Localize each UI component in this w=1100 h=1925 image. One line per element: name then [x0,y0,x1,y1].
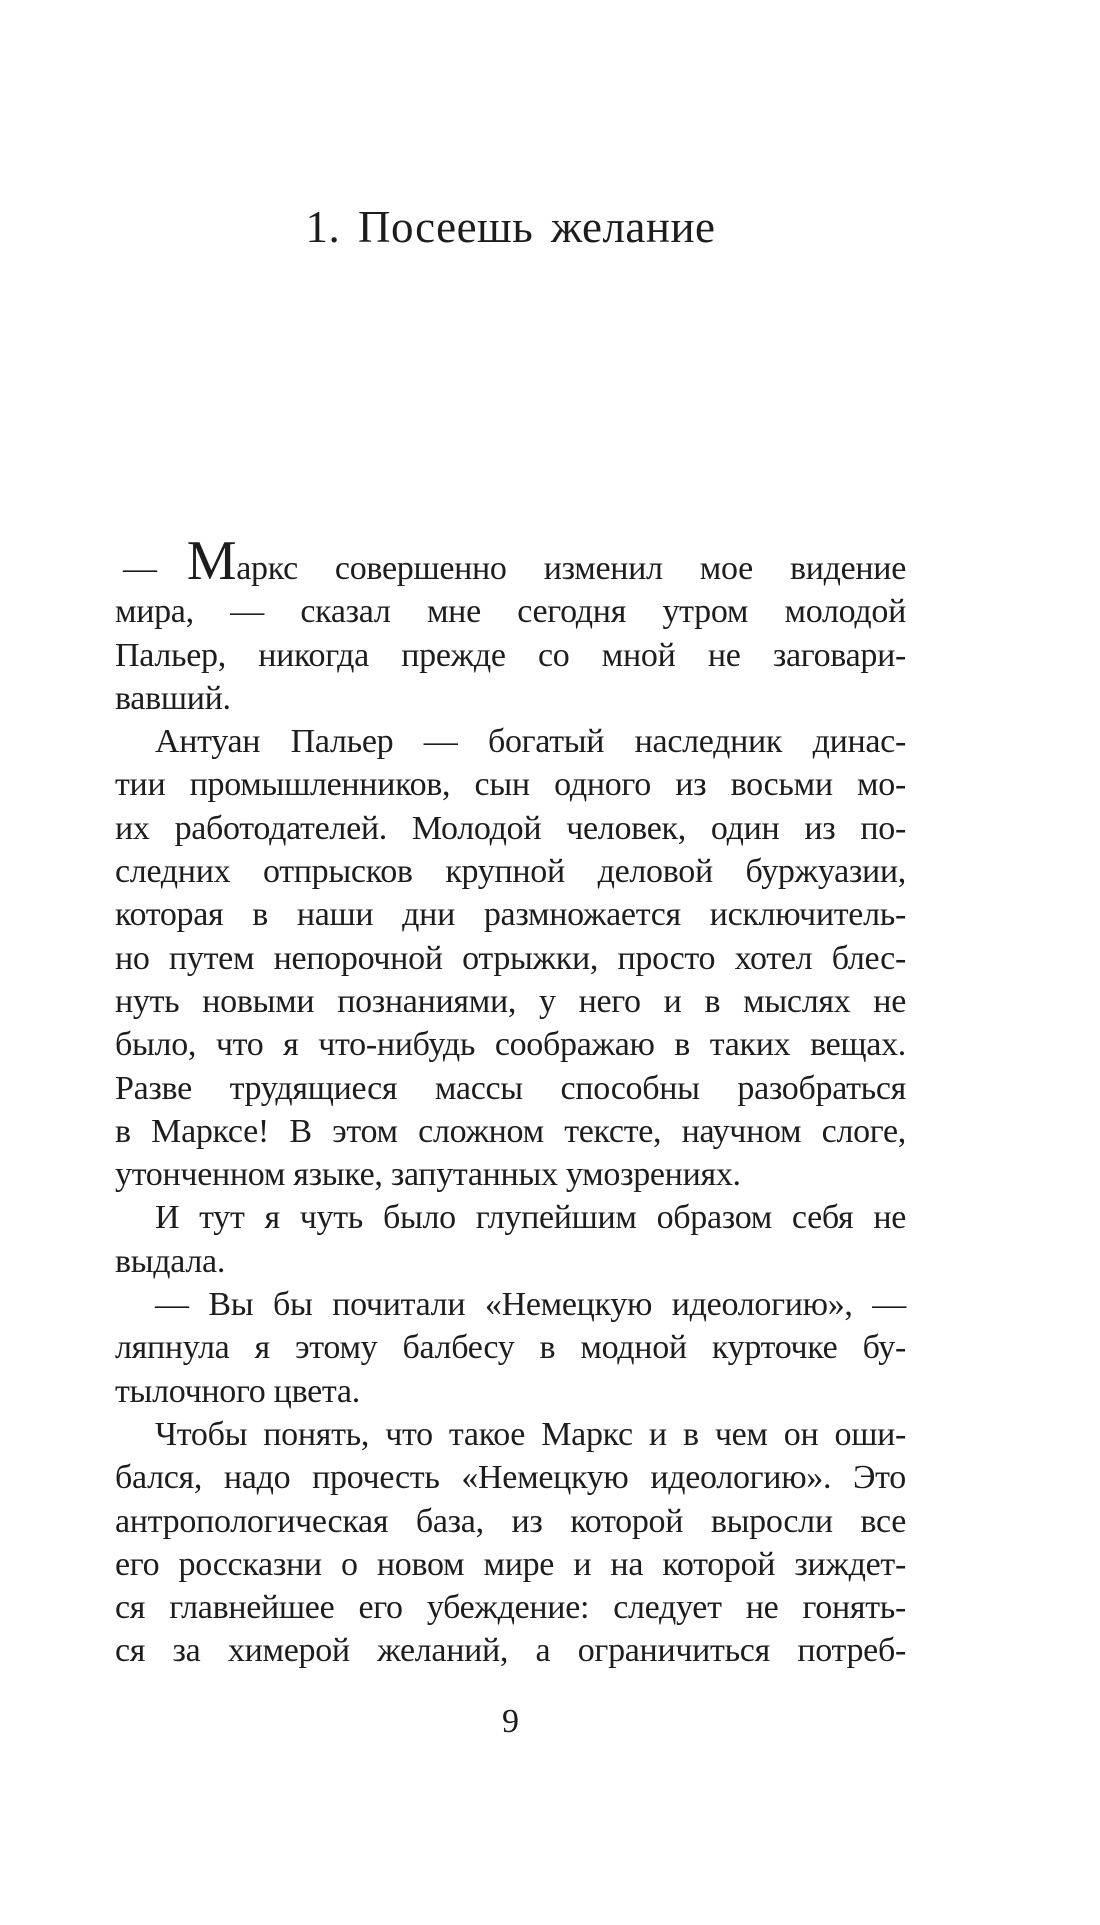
page-body [115,530,906,1673]
text-line: И тут я чуть было глупейшим образом себя не [155,1199,906,1237]
text-line: тии промышленников, сын одного из восьми мо- [115,766,906,804]
page-number: 9 [502,1702,519,1740]
text-line: Антуан Пальер — богатый наследник динас- [155,723,906,761]
em-dash: — [123,550,157,587]
text-line: их работодателей. Молодой человек, один из по- [115,809,906,847]
text-line: антропологическая база, из которой выросли все [115,1502,906,1540]
raised-initial-letter: М [186,530,237,592]
text-line: нуть новыми познаниями, у него и в мыслях не [115,982,906,1020]
text-line: — Вы бы почитали «Немецкую идеологию», — [155,1286,906,1324]
text-line: бался, надо прочесть «Немецкую идеологию». Это [115,1459,906,1497]
text-line: утонченном языке, запутанных умозрениях. [115,1156,741,1194]
text-line: Чтобы понять, что такое Маркс и в чем он оши- [155,1415,906,1453]
text-line: мира, — сказал мне сегодня утром молодой [115,593,906,631]
text-line: но путем непорочной отрыжки, просто хотел блес- [115,939,906,977]
text-block [115,0,906,1739]
text-line: ся за химерой желаний, а ограничиться потреб- [115,1632,906,1670]
text-line: Разве трудящиеся массы способны разобраться [115,1069,906,1107]
text-line: которая в наши дни размножается исключитель- [115,896,906,934]
text-line: ляпнула я этому балбесу в модной курточке бу- [115,1329,906,1367]
text-line: следних отпрысков крупной деловой буржуазии, [115,853,906,891]
chapter-title: 1. Посеешь желание [305,202,716,252]
text-line: тылочного цвета. [115,1372,360,1410]
text-line: ся главнейшее его убеждение: следует не гонять- [115,1589,906,1627]
text-line: его россказни о новом мире и на которой зиждет- [115,1545,906,1583]
line-text: аркс совершенно изменил мое видение [236,550,906,587]
text-line: Пальер, никогда прежде со мной не заговари- [115,636,906,674]
text-line: было, что я что-нибудь соображаю в таких вещах. [115,1026,906,1064]
text-line [115,530,906,592]
text-line: в Марксе! В этом сложном тексте, научном слоге, [115,1112,906,1150]
text-line: вавший. [115,679,231,717]
text-line: выдала. [115,1242,226,1280]
